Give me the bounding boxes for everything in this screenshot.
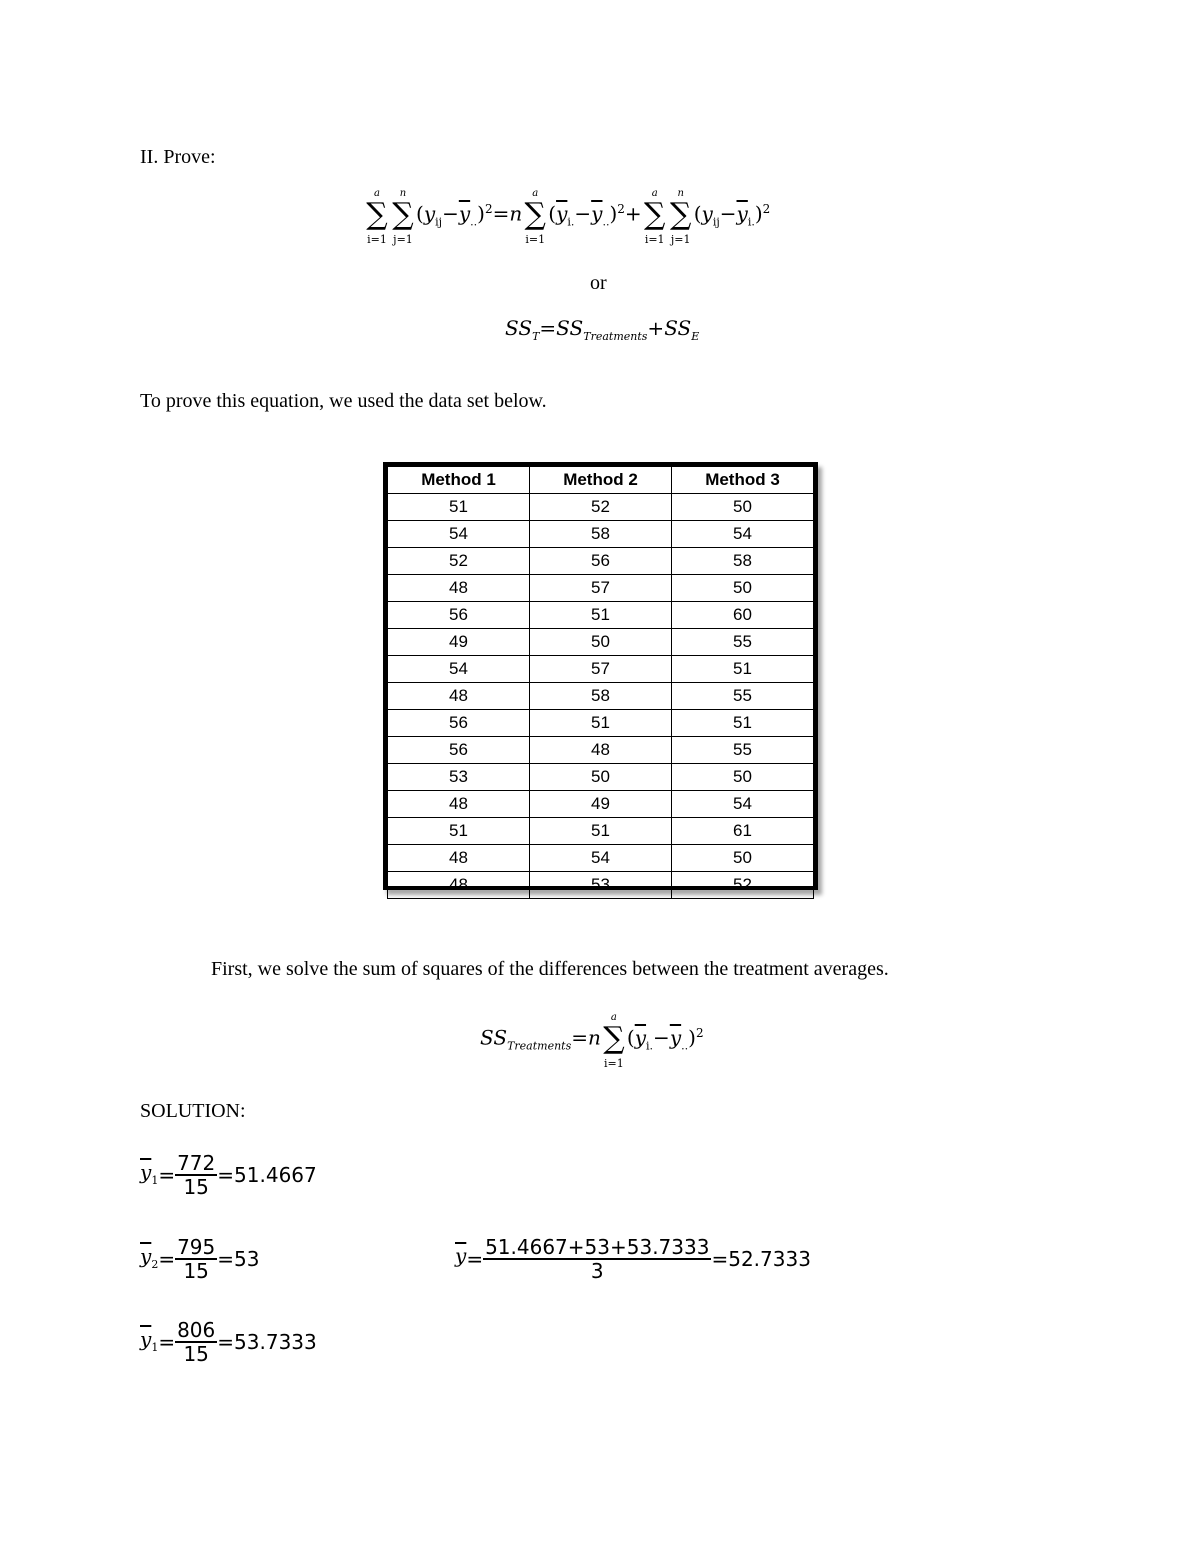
table-cell: 50: [530, 629, 672, 656]
data-table-frame: [383, 462, 818, 894]
mean-1: $\overline{y}_1=$ $\frac{772}{15}$ =51.4667: [140, 1151, 317, 1199]
table-row: [388, 656, 814, 683]
table-cell: 54: [672, 791, 814, 818]
table-cell: 50: [672, 845, 814, 872]
header-method-1: Method 1: [388, 467, 530, 494]
table-cell: 48: [388, 791, 530, 818]
table-cell: 57: [530, 656, 672, 683]
table-cell: 58: [530, 683, 672, 710]
table-row: [388, 872, 814, 899]
table-cell: 53: [388, 764, 530, 791]
table-cell: 52: [388, 548, 530, 575]
table-cell: 48: [388, 872, 530, 899]
table-cell: 58: [672, 548, 814, 575]
table-cell: 48: [388, 683, 530, 710]
table-cell: 50: [672, 764, 814, 791]
mean-2: $\overline{y}_2=$ $\frac{795}{15}$ =53: [140, 1235, 260, 1283]
table-cell: 55: [672, 683, 814, 710]
table-row: [388, 575, 814, 602]
table-cell: 48: [530, 737, 672, 764]
table-cell: 56: [530, 548, 672, 575]
table-row: [388, 683, 814, 710]
first-text: First, we solve the sum of squares of the differences between the treatment averages.: [211, 958, 889, 980]
table-cell: 54: [388, 521, 530, 548]
table-cell: 57: [530, 575, 672, 602]
table-row: [388, 791, 814, 818]
table-cell: 51: [530, 710, 672, 737]
table-row: [388, 818, 814, 845]
table-row: [388, 494, 814, 521]
table-cell: 55: [672, 737, 814, 764]
table-cell: 56: [388, 737, 530, 764]
table-row: [388, 548, 814, 575]
ss-equation: $SS_T=SS_{Treatments}+SS_E$: [505, 316, 700, 343]
table-cell: 51: [530, 602, 672, 629]
table-cell: 56: [388, 710, 530, 737]
table-cell: 54: [672, 521, 814, 548]
header-method-3: Method 3: [672, 467, 814, 494]
table-cell: 48: [388, 845, 530, 872]
table-cell: 51: [672, 710, 814, 737]
table-row: [388, 521, 814, 548]
table-row: [388, 602, 814, 629]
intro-text: To prove this equation, we used the data set below.: [140, 390, 547, 412]
table-cell: 51: [672, 656, 814, 683]
table-cell: 54: [530, 845, 672, 872]
table-cell: 50: [672, 494, 814, 521]
table-cell: 51: [388, 494, 530, 521]
table-row: [388, 737, 814, 764]
table-cell: 49: [388, 629, 530, 656]
table-cell: 52: [530, 494, 672, 521]
ss-treatments-equation: $SS_{Treatments}=n$ a ∑ i=1 $(\overline{y}_{i.}-\overline{y}_{..})^2$: [480, 1012, 704, 1070]
table-cell: 50: [672, 575, 814, 602]
table-cell: 51: [388, 818, 530, 845]
or-text: or: [590, 272, 607, 294]
table-cell: 53: [530, 872, 672, 899]
grand-mean: $\overline{y}=$ $\frac{51.4667+53+53.7333}{3}$ =52.7333: [455, 1235, 811, 1283]
table-cell: 52: [672, 872, 814, 899]
table-row: [388, 629, 814, 656]
table-cell: 51: [530, 818, 672, 845]
data-table: [387, 466, 814, 899]
table-cell: 60: [672, 602, 814, 629]
table-header-row: [388, 467, 814, 494]
table-cell: 54: [388, 656, 530, 683]
table-row: [388, 764, 814, 791]
table-cell: 48: [388, 575, 530, 602]
table-cell: 56: [388, 602, 530, 629]
section-heading: II. Prove:: [140, 146, 216, 168]
table-cell: 55: [672, 629, 814, 656]
main-equation: a ∑ i=1 n ∑ j=1 $(y_{ij}-\overline{y}_{..})^2=n$ a ∑ i=1 $(\overline{y}_{i.}-\overline{y}_{..})^2+$ a ∑ i=1 n ∑ j=1 $(y_{ij}-\overline{y}_{i.})^2$: [366, 188, 771, 246]
table-cell: 58: [530, 521, 672, 548]
solution-label: SOLUTION:: [140, 1100, 246, 1122]
table-row: [388, 845, 814, 872]
table-cell: 49: [530, 791, 672, 818]
table-cell: 50: [530, 764, 672, 791]
table-row: [388, 710, 814, 737]
table-cell: 61: [672, 818, 814, 845]
mean-3: $\overline{y}_1=$ $\frac{806}{15}$ =53.7333: [140, 1318, 317, 1366]
header-method-2: Method 2: [530, 467, 672, 494]
